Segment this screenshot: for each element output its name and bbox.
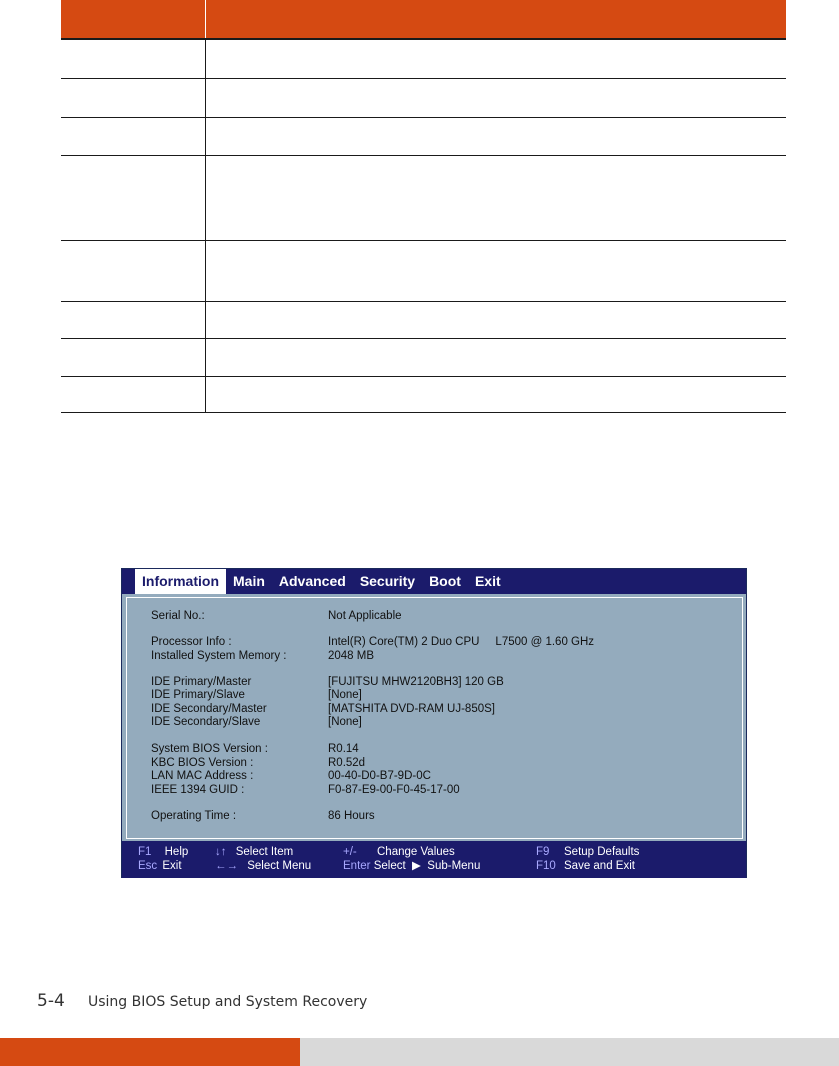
key-desc: Help xyxy=(164,846,189,858)
key-desc: Select Item xyxy=(235,846,294,858)
info-row-ieee1394-guid xyxy=(151,783,460,797)
table-row xyxy=(61,301,786,338)
menu-tab-boot[interactable]: Boot xyxy=(429,573,461,589)
info-row-processor xyxy=(151,635,594,649)
table-cell xyxy=(205,338,786,376)
info-row-ide-primary-master xyxy=(151,675,504,689)
info-value: Intel(R) Core(TM) 2 Duo CPU L7500 @ 1.60 GHz xyxy=(328,636,595,648)
info-row-ide-primary-slave xyxy=(151,688,362,702)
table-cell xyxy=(61,117,205,155)
table-cell xyxy=(205,39,786,78)
table-cell xyxy=(61,240,205,301)
info-label: LAN MAC Address : xyxy=(151,770,254,782)
table-row xyxy=(61,338,786,376)
table-cell xyxy=(205,240,786,301)
info-label: IDE Secondary/Master xyxy=(151,703,267,715)
bios-key-legend xyxy=(122,841,746,878)
info-label: Serial No.: xyxy=(151,610,205,622)
key-desc: Setup Defaults xyxy=(564,846,640,858)
table-header-row xyxy=(61,0,786,39)
table-header-cell xyxy=(61,0,205,39)
menu-tab-exit[interactable]: Exit xyxy=(474,573,501,589)
key-exit xyxy=(138,859,182,873)
page-number: 5-4 xyxy=(37,991,65,1011)
table-cell xyxy=(61,376,205,412)
table-cell xyxy=(61,155,205,240)
bios-screenshot xyxy=(121,568,747,878)
info-value: 00-40-D0-B7-9D-0C xyxy=(328,770,431,782)
key-select-item xyxy=(215,845,293,859)
info-value: Not Applicable xyxy=(328,610,402,622)
info-label: System BIOS Version : xyxy=(151,743,268,755)
info-label: KBC BIOS Version : xyxy=(151,757,254,769)
table-cell xyxy=(205,155,786,240)
key-label: Esc xyxy=(138,860,158,872)
key-setup-defaults xyxy=(536,845,639,859)
table-row xyxy=(61,376,786,412)
table-cell xyxy=(61,338,205,376)
info-value: 86 Hours xyxy=(328,810,375,822)
menu-tab-security[interactable]: Security xyxy=(359,573,416,589)
info-value: [MATSHITA DVD-RAM UJ-850S] xyxy=(328,703,495,715)
info-row-kbc-bios xyxy=(151,756,365,770)
doc-table xyxy=(61,0,786,413)
key-label: +/- xyxy=(343,846,357,858)
table-cell xyxy=(61,39,205,78)
info-row-operating-time xyxy=(151,809,375,823)
info-label: IDE Primary/Slave xyxy=(151,689,245,701)
table-cell xyxy=(205,117,786,155)
chapter-title: Using BIOS Setup and System Recovery xyxy=(88,994,368,1010)
info-value: 2048 MB xyxy=(328,650,375,662)
info-value: [FUJITSU MHW2120BH3] 120 GB xyxy=(328,676,504,688)
info-label: IDE Secondary/Slave xyxy=(151,716,261,728)
table-cell xyxy=(61,78,205,117)
key-desc: Change Values xyxy=(377,846,455,858)
info-value: F0-87-E9-00-F0-45-17-00 xyxy=(328,784,460,796)
key-label: Enter xyxy=(343,860,371,872)
key-desc: Select ▶ Sub-Menu xyxy=(373,860,481,872)
key-change-values xyxy=(343,845,455,859)
key-select-menu xyxy=(215,859,311,873)
info-value: R0.52d xyxy=(328,757,366,769)
key-desc: Select Menu xyxy=(247,860,312,872)
info-value: R0.14 xyxy=(328,743,359,755)
key-enter-submenu xyxy=(343,859,480,873)
key-help xyxy=(138,845,188,859)
key-label: F9 xyxy=(536,846,550,858)
menu-tab-advanced[interactable]: Advanced xyxy=(278,573,346,589)
table-row xyxy=(61,240,786,301)
info-value: [None] xyxy=(328,689,362,701)
footer-accent-bar xyxy=(0,1038,300,1066)
bios-menu-bar xyxy=(122,569,746,594)
table-cell xyxy=(61,301,205,338)
table-row xyxy=(61,78,786,117)
info-label: Processor Info : xyxy=(151,636,232,648)
info-label: IDE Primary/Master xyxy=(151,676,252,688)
menu-tab-information[interactable]: Information xyxy=(135,569,226,594)
key-save-exit xyxy=(536,859,635,873)
table-row xyxy=(61,155,786,240)
key-desc: Exit xyxy=(162,860,182,872)
table-cell xyxy=(205,376,786,412)
footer-grey-bar xyxy=(300,1038,839,1066)
info-row-ide-secondary-slave xyxy=(151,715,362,729)
table-header-cell xyxy=(205,0,786,39)
key-label: F10 xyxy=(536,860,556,872)
info-row-serial xyxy=(151,609,402,623)
bios-info-panel xyxy=(126,597,743,839)
table-row xyxy=(61,39,786,78)
arrows-leftright-icon: ←→ xyxy=(215,860,238,872)
info-row-system-bios xyxy=(151,742,359,756)
info-label: Installed System Memory : xyxy=(151,650,287,662)
info-label: IEEE 1394 GUID : xyxy=(151,784,245,796)
info-row-memory xyxy=(151,649,374,663)
key-desc: Save and Exit xyxy=(564,860,635,872)
table-row xyxy=(61,117,786,155)
info-value: [None] xyxy=(328,716,362,728)
menu-tab-main[interactable]: Main xyxy=(233,573,265,589)
table-cell xyxy=(205,301,786,338)
table-cell xyxy=(205,78,786,117)
arrows-updown-icon: ↓↑ xyxy=(215,846,227,858)
key-label: F1 xyxy=(138,846,152,858)
info-label: Operating Time : xyxy=(151,810,237,822)
info-row-ide-secondary-master xyxy=(151,702,495,716)
info-row-lan-mac xyxy=(151,769,431,783)
